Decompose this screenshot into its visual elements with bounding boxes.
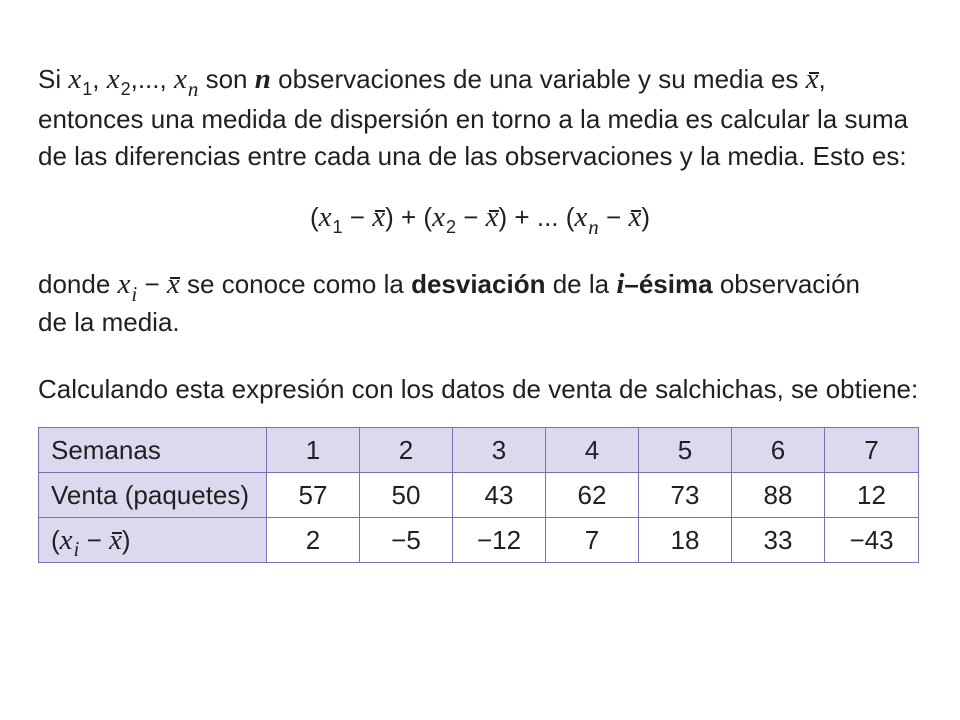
- mean-x-bar: x: [628, 201, 642, 233]
- intro-line-3: de las diferencias entre cada una de las observaciones y la media. Esto es:: [38, 141, 907, 171]
- intro-son: son: [205, 64, 248, 94]
- table-cell: −12: [453, 518, 546, 563]
- table-cell: 33: [732, 518, 825, 563]
- definition-line-2: de la media.: [38, 307, 180, 337]
- ellipsis: ...: [536, 202, 559, 232]
- subscript-2: 2: [120, 78, 131, 99]
- variable-x: x: [318, 201, 332, 233]
- variable-x: x: [59, 523, 73, 556]
- table-cell: 50: [360, 473, 453, 518]
- table-cell: 7: [546, 518, 639, 563]
- paren-open: (: [423, 202, 433, 232]
- row-label: [39, 518, 267, 563]
- minus-sign: −: [144, 269, 160, 299]
- variable-x: x: [574, 201, 588, 233]
- row-label: Semanas: [39, 428, 267, 473]
- table-cell: 2: [360, 428, 453, 473]
- table-cell: 57: [267, 473, 360, 518]
- table-cell: −43: [825, 518, 919, 563]
- subscript-i: i: [131, 281, 138, 306]
- table-cell: 88: [732, 473, 825, 518]
- table-cell: 3: [453, 428, 546, 473]
- variable-x: x: [68, 63, 82, 95]
- paren-close: ): [498, 202, 508, 232]
- table-cell: 12: [825, 473, 919, 518]
- table-cell: 4: [546, 428, 639, 473]
- table-cell: 7: [825, 428, 919, 473]
- variable-x: x: [173, 63, 187, 95]
- mean-x-bar: x: [372, 201, 386, 233]
- mean-x-bar: x: [109, 523, 122, 556]
- intro-si: Si: [38, 64, 62, 94]
- ordinal-suffix: –ésima: [624, 269, 713, 299]
- intro-line-2: entonces una medida de dispersión en torno a la media es calcular la suma: [38, 104, 909, 134]
- plus-sign: +: [401, 202, 417, 232]
- subscript-n: n: [187, 76, 199, 101]
- row-label: Venta (paquetes): [39, 473, 267, 518]
- table-cell: 43: [453, 473, 546, 518]
- table-cell: 18: [639, 518, 732, 563]
- table-intro: Calculando esta expresión con los datos de venta de salchichas, se obtiene:: [38, 374, 919, 404]
- mean-x-bar: x: [166, 268, 180, 300]
- minus-sign: −: [606, 202, 622, 232]
- variable-x: x: [432, 201, 445, 233]
- mean-x-bar: x: [485, 201, 499, 233]
- separator-ellipsis: ,...,: [130, 64, 167, 94]
- definition-text-1: se conoce como la: [187, 269, 404, 299]
- table-row-venta: [39, 473, 919, 518]
- table-cell: 62: [546, 473, 639, 518]
- paren-close: ): [121, 524, 131, 555]
- table-cell: 5: [639, 428, 732, 473]
- variable-x: x: [106, 63, 120, 95]
- variable-n: n: [254, 63, 271, 95]
- definition-text-2: de la: [552, 269, 610, 299]
- table-row-deviation: [39, 518, 919, 563]
- deviation-sum-formula: [0, 199, 960, 238]
- minus-sign: −: [463, 202, 479, 232]
- intro-text: observaciones de una variable y su media es: [278, 64, 799, 94]
- plus-sign: +: [514, 202, 530, 232]
- ordinal-variable-i: i: [616, 268, 625, 300]
- minus-sign: −: [349, 202, 365, 232]
- subscript-1: 1: [332, 216, 343, 237]
- variable-x: x: [117, 268, 131, 300]
- subscript-1: 1: [82, 78, 93, 99]
- paren-open: (: [310, 202, 319, 232]
- subscript-2: 2: [445, 216, 456, 237]
- paren-close: ): [641, 202, 650, 232]
- sales-deviation-table: [38, 427, 919, 563]
- table-cell: −5: [360, 518, 453, 563]
- paren-open: (: [51, 524, 60, 555]
- table-cell: 73: [639, 473, 732, 518]
- table-cell: 2: [267, 518, 360, 563]
- table-cell: 1: [267, 428, 360, 473]
- definition-text-3: observación: [719, 269, 861, 299]
- table-row-semanas: [39, 428, 919, 473]
- separator-comma: ,: [92, 64, 100, 94]
- intro-end-comma: ,: [818, 64, 826, 94]
- table-cell: 6: [732, 428, 825, 473]
- term-desviacion: desviación: [411, 269, 546, 299]
- intro-line-1: [38, 61, 826, 100]
- definition-donde: donde: [38, 269, 111, 299]
- mean-x-bar: x: [805, 63, 819, 95]
- paren-open: (: [565, 202, 575, 232]
- paren-close: ): [385, 202, 394, 232]
- definition-line-1: [38, 266, 860, 304]
- subscript-n: n: [588, 214, 599, 239]
- subscript-i: i: [73, 537, 80, 562]
- minus-sign: −: [86, 524, 102, 555]
